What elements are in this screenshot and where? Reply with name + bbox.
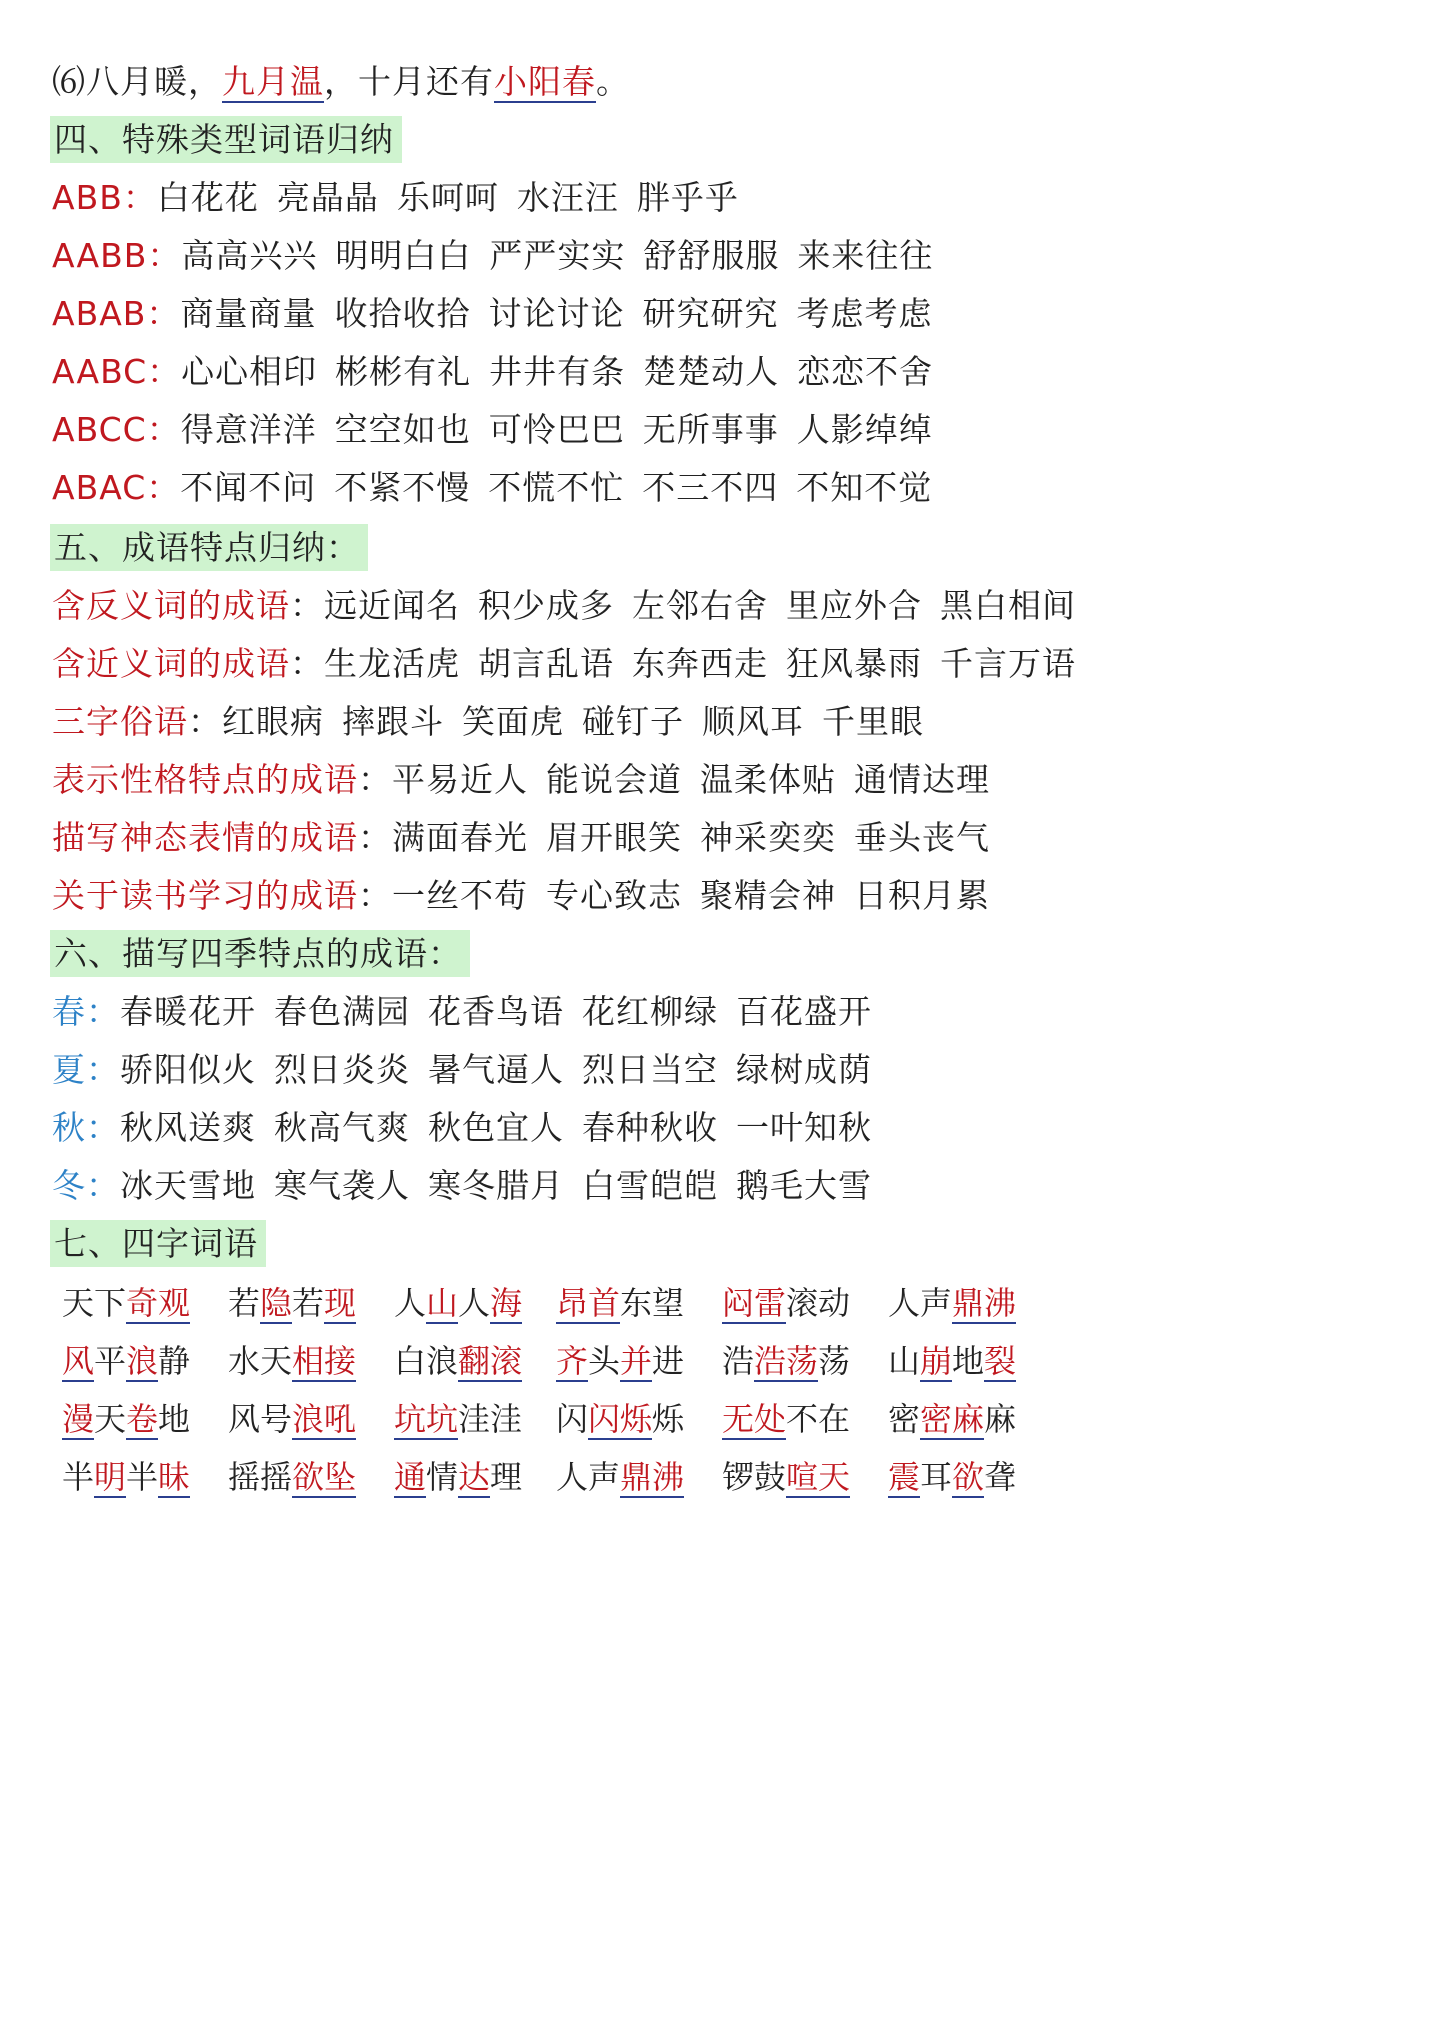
pattern-word: 不三不四	[642, 468, 779, 507]
grid-word-underlined: 奇观	[126, 1284, 191, 1322]
pattern-row	[52, 234, 951, 278]
grid-word-plain: 半	[126, 1458, 159, 1496]
pattern-label: ABAB：	[52, 294, 181, 333]
idiom-word: 顺风耳	[702, 702, 804, 741]
grid-word-plain: 情	[426, 1458, 459, 1496]
season-label: 冬：	[52, 1166, 120, 1205]
season-idiom: 花香鸟语	[428, 992, 564, 1031]
grid-word-underlined: 鼎沸	[952, 1284, 1017, 1322]
grid-row	[62, 1339, 1062, 1389]
grid-word-plain: 静	[158, 1342, 191, 1380]
grid-word	[722, 1281, 850, 1325]
grid-word-plain: 地	[952, 1342, 985, 1380]
grid-word-plain: 天下	[62, 1284, 127, 1322]
grid-word	[722, 1397, 850, 1441]
idiom-category-colon: ：	[358, 876, 392, 915]
idiom-word: 里应外合	[786, 586, 922, 625]
grid-word-plain: 人	[458, 1284, 491, 1322]
grid-word-underlined: 明	[94, 1458, 127, 1496]
grid-word-plain: 洼洼	[458, 1400, 523, 1438]
season-idiom: 春色满园	[274, 992, 410, 1031]
section-4-heading	[52, 118, 402, 162]
season-idiom: 春暖花开	[120, 992, 256, 1031]
proverb-underlined-2: 小阳春	[494, 62, 596, 101]
idiom-word: 东奔西走	[632, 644, 768, 683]
proverb-end: 。	[596, 62, 630, 101]
idiom-category-row	[52, 758, 1008, 802]
idiom-category-label: 表示性格特点的成语	[52, 760, 358, 799]
idiom-word: 温柔体贴	[700, 760, 836, 799]
grid-word	[62, 1455, 190, 1499]
season-label: 夏：	[52, 1050, 120, 1089]
pattern-row	[52, 350, 951, 394]
grid-word-plain: 摇摇	[228, 1458, 293, 1496]
idiom-category-colon: ：	[290, 644, 324, 683]
proverb-underlined-1: 九月温	[222, 62, 324, 101]
idiom-word: 神采奕奕	[700, 818, 836, 857]
idiom-category-row	[52, 584, 1094, 628]
season-idiom: 秋色宜人	[428, 1108, 564, 1147]
idiom-category-row	[52, 816, 1008, 860]
grid-word	[62, 1339, 190, 1383]
grid-word	[228, 1397, 356, 1441]
pattern-word: 心心相印	[181, 352, 318, 391]
season-idiom: 寒冬腊月	[428, 1166, 564, 1205]
grid-word-underlined: 欲	[952, 1458, 985, 1496]
pattern-label: AABB：	[52, 236, 182, 275]
pattern-word: 胖乎乎	[636, 178, 739, 217]
grid-word-underlined: 翻滚	[458, 1342, 523, 1380]
grid-word	[888, 1281, 1016, 1325]
idiom-word: 狂风暴雨	[786, 644, 922, 683]
grid-word-plain: 烁	[652, 1400, 685, 1438]
idiom-word: 聚精会神	[700, 876, 836, 915]
section-6-title: 六、描写四季特点的成语：	[50, 930, 470, 977]
pattern-word: 研究研究	[642, 294, 779, 333]
proverb-line-6	[52, 60, 630, 104]
grid-word-plain: 闪	[556, 1400, 589, 1438]
pattern-word: 商量商量	[180, 294, 317, 333]
grid-word-plain: 浩	[722, 1342, 755, 1380]
season-label: 春：	[52, 992, 120, 1031]
grid-word-underlined: 裂	[984, 1342, 1017, 1380]
season-idiom: 鹅毛大雪	[736, 1166, 872, 1205]
grid-word-underlined: 密麻	[920, 1400, 985, 1438]
grid-word	[556, 1455, 684, 1499]
idiom-category-row	[52, 642, 1094, 686]
grid-word-plain: 麻	[984, 1400, 1017, 1438]
grid-word-plain: 东望	[620, 1284, 685, 1322]
grid-word-plain: 人声	[556, 1458, 621, 1496]
grid-row	[62, 1397, 1062, 1447]
idiom-category-row	[52, 874, 1008, 918]
pattern-word: 得意洋洋	[180, 410, 317, 449]
idiom-word: 碰钉子	[582, 702, 684, 741]
pattern-word: 恋恋不舍	[797, 352, 934, 391]
grid-word	[556, 1397, 684, 1441]
proverb-mid: ，十月还有	[324, 62, 494, 101]
grid-word	[394, 1281, 522, 1325]
grid-word-underlined: 喧天	[786, 1458, 851, 1496]
pattern-word: 空空如也	[334, 410, 471, 449]
idiom-word: 红眼病	[222, 702, 324, 741]
pattern-word: 楚楚动人	[643, 352, 780, 391]
grid-word	[62, 1281, 190, 1325]
grid-word	[722, 1455, 850, 1499]
idiom-word: 摔跟斗	[342, 702, 444, 741]
idiom-category-row	[52, 700, 942, 744]
grid-word-underlined: 现	[324, 1284, 357, 1322]
season-idiom: 骄阳似火	[120, 1050, 256, 1089]
grid-row	[62, 1455, 1062, 1505]
grid-word-underlined: 坑坑	[394, 1400, 459, 1438]
season-idiom: 花红柳绿	[582, 992, 718, 1031]
idiom-word: 胡言乱语	[478, 644, 614, 683]
section-6-heading	[52, 932, 470, 976]
pattern-word: 白花花	[156, 178, 259, 217]
pattern-row	[52, 176, 757, 220]
season-idiom: 秋风送爽	[120, 1108, 256, 1147]
grid-word	[888, 1339, 1016, 1383]
grid-word-underlined: 齐	[556, 1342, 589, 1380]
pattern-word: 人影绰绰	[796, 410, 933, 449]
season-idiom: 烈日炎炎	[274, 1050, 410, 1089]
idiom-category-colon: ：	[358, 818, 392, 857]
pattern-word: 不知不觉	[796, 468, 933, 507]
season-label: 秋：	[52, 1108, 120, 1147]
pattern-word: 水汪汪	[516, 178, 619, 217]
grid-word	[722, 1339, 850, 1383]
idiom-category-label: 关于读书学习的成语	[52, 876, 358, 915]
pattern-word: 考虑考虑	[796, 294, 933, 333]
idiom-word: 生龙活虎	[324, 644, 460, 683]
idiom-category-label: 三字俗语	[52, 702, 188, 741]
pattern-word: 不慌不忙	[488, 468, 625, 507]
grid-word-plain: 密	[888, 1400, 921, 1438]
grid-word-underlined: 海	[490, 1284, 523, 1322]
grid-word-underlined: 昧	[158, 1458, 191, 1496]
grid-word-plain: 聋	[984, 1458, 1017, 1496]
grid-word-plain: 锣鼓	[722, 1458, 787, 1496]
pattern-row	[52, 408, 951, 452]
grid-word	[556, 1339, 684, 1383]
pattern-word: 来来往往	[797, 236, 934, 275]
grid-word	[394, 1339, 522, 1383]
grid-word-plain: 不在	[786, 1400, 851, 1438]
grid-word-plain: 人声	[888, 1284, 953, 1322]
grid-word-plain: 风号	[228, 1400, 293, 1438]
grid-word-underlined: 达	[458, 1458, 491, 1496]
season-idiom: 烈日当空	[582, 1050, 718, 1089]
grid-word-underlined: 山	[426, 1284, 459, 1322]
grid-word-underlined: 昂首	[556, 1284, 621, 1322]
grid-word-underlined: 鼎沸	[620, 1458, 685, 1496]
section-5-heading	[52, 526, 368, 570]
season-idiom: 暑气逼人	[428, 1050, 564, 1089]
idiom-word: 平易近人	[392, 760, 528, 799]
pattern-word: 明明白白	[335, 236, 472, 275]
idiom-word: 能说会道	[546, 760, 682, 799]
season-idiom: 百花盛开	[736, 992, 872, 1031]
pattern-label: ABCC：	[52, 410, 181, 449]
pattern-word: 可怜巴巴	[488, 410, 625, 449]
idiom-category-label: 描写神态表情的成语	[52, 818, 358, 857]
grid-word	[62, 1397, 190, 1441]
grid-row	[62, 1281, 1062, 1331]
grid-word-underlined: 浪吼	[292, 1400, 357, 1438]
season-idiom: 秋高气爽	[274, 1108, 410, 1147]
grid-word-underlined: 欲坠	[292, 1458, 357, 1496]
idiom-word: 眉开眼笑	[546, 818, 682, 857]
grid-word	[394, 1397, 522, 1441]
grid-word-plain: 白浪	[394, 1342, 459, 1380]
grid-word-underlined: 漫	[62, 1400, 95, 1438]
grid-word-underlined: 隐	[260, 1284, 293, 1322]
idiom-category-colon: ：	[358, 760, 392, 799]
pattern-word: 井井有条	[489, 352, 626, 391]
section-7-heading	[52, 1222, 266, 1266]
grid-word-plain: 理	[490, 1458, 523, 1496]
grid-word-plain: 天	[94, 1400, 127, 1438]
grid-word-plain: 若	[228, 1284, 261, 1322]
idiom-category-label: 含反义词的成语	[52, 586, 290, 625]
pattern-label: AABC：	[52, 352, 182, 391]
grid-word	[888, 1455, 1016, 1499]
pattern-word: 无所事事	[642, 410, 779, 449]
grid-word-underlined: 崩	[920, 1342, 953, 1380]
idiom-word: 一丝不苟	[392, 876, 528, 915]
grid-word	[228, 1281, 356, 1325]
idiom-word: 千言万语	[940, 644, 1076, 683]
season-idiom: 一叶知秋	[736, 1108, 872, 1147]
grid-word-plain: 人	[394, 1284, 427, 1322]
grid-word-underlined: 卷	[126, 1400, 159, 1438]
grid-word-plain: 若	[292, 1284, 325, 1322]
proverb-pre: ⑹八月暖，	[52, 62, 222, 101]
grid-word-plain: 半	[62, 1458, 95, 1496]
grid-word-plain: 水天	[228, 1342, 293, 1380]
grid-word-plain: 滚动	[786, 1284, 851, 1322]
idiom-category-colon: ：	[188, 702, 222, 741]
pattern-word: 严严实实	[489, 236, 626, 275]
pattern-word: 收拾收拾	[334, 294, 471, 333]
grid-word	[228, 1339, 356, 1383]
section-5-title: 五、成语特点归纳：	[50, 524, 368, 571]
pattern-row	[52, 466, 950, 510]
season-idiom: 春种秋收	[582, 1108, 718, 1147]
season-idiom: 白雪皑皑	[582, 1166, 718, 1205]
grid-word	[888, 1397, 1016, 1441]
grid-word-underlined: 并	[620, 1342, 653, 1380]
section-4-title: 四、特殊类型词语归纳	[50, 116, 402, 163]
pattern-word: 乐呵呵	[396, 178, 499, 217]
idiom-word: 垂头丧气	[854, 818, 990, 857]
idiom-word: 笑面虎	[462, 702, 564, 741]
pattern-word: 讨论讨论	[488, 294, 625, 333]
grid-word-underlined: 闷雷	[722, 1284, 787, 1322]
grid-word-plain: 山	[888, 1342, 921, 1380]
grid-word-underlined: 闪烁	[588, 1400, 653, 1438]
grid-word-underlined: 风	[62, 1342, 95, 1380]
season-idiom: 寒气袭人	[274, 1166, 410, 1205]
grid-word-underlined: 相接	[292, 1342, 357, 1380]
idiom-word: 远近闻名	[324, 586, 460, 625]
season-idiom: 绿树成荫	[736, 1050, 872, 1089]
section-7-title: 七、四字词语	[50, 1220, 266, 1267]
season-row	[52, 990, 890, 1034]
grid-word	[556, 1281, 684, 1325]
grid-word-plain: 耳	[920, 1458, 953, 1496]
pattern-word: 不闻不问	[180, 468, 317, 507]
grid-word-plain: 荡	[818, 1342, 851, 1380]
grid-word-underlined: 震	[888, 1458, 921, 1496]
idiom-word: 黑白相间	[940, 586, 1076, 625]
grid-word-plain: 平	[94, 1342, 127, 1380]
idiom-word: 左邻右舍	[632, 586, 768, 625]
pattern-word: 高高兴兴	[181, 236, 318, 275]
pattern-label: ABAC：	[52, 468, 181, 507]
idiom-word: 满面春光	[392, 818, 528, 857]
pattern-word: 不紧不慢	[334, 468, 471, 507]
pattern-label: ABB：	[52, 178, 157, 217]
pattern-word: 舒舒服服	[643, 236, 780, 275]
idiom-category-colon: ：	[290, 586, 324, 625]
pattern-row	[52, 292, 950, 336]
grid-word-plain: 地	[158, 1400, 191, 1438]
idiom-word: 千里眼	[822, 702, 924, 741]
idiom-word: 专心致志	[546, 876, 682, 915]
grid-word-underlined: 浪	[126, 1342, 159, 1380]
grid-word-plain: 头	[588, 1342, 621, 1380]
pattern-word: 亮晶晶	[276, 178, 379, 217]
grid-word	[228, 1455, 356, 1499]
grid-word-plain: 进	[652, 1342, 685, 1380]
idiom-word: 积少成多	[478, 586, 614, 625]
grid-word-underlined: 浩荡	[754, 1342, 819, 1380]
season-row	[52, 1164, 890, 1208]
idiom-word: 日积月累	[854, 876, 990, 915]
grid-word	[394, 1455, 522, 1499]
idiom-category-label: 含近义词的成语	[52, 644, 290, 683]
season-row	[52, 1048, 890, 1092]
pattern-word: 彬彬有礼	[335, 352, 472, 391]
idiom-word: 通情达理	[854, 760, 990, 799]
season-row	[52, 1106, 890, 1150]
season-idiom: 冰天雪地	[120, 1166, 256, 1205]
grid-word-underlined: 通	[394, 1458, 427, 1496]
grid-word-underlined: 无处	[722, 1400, 787, 1438]
